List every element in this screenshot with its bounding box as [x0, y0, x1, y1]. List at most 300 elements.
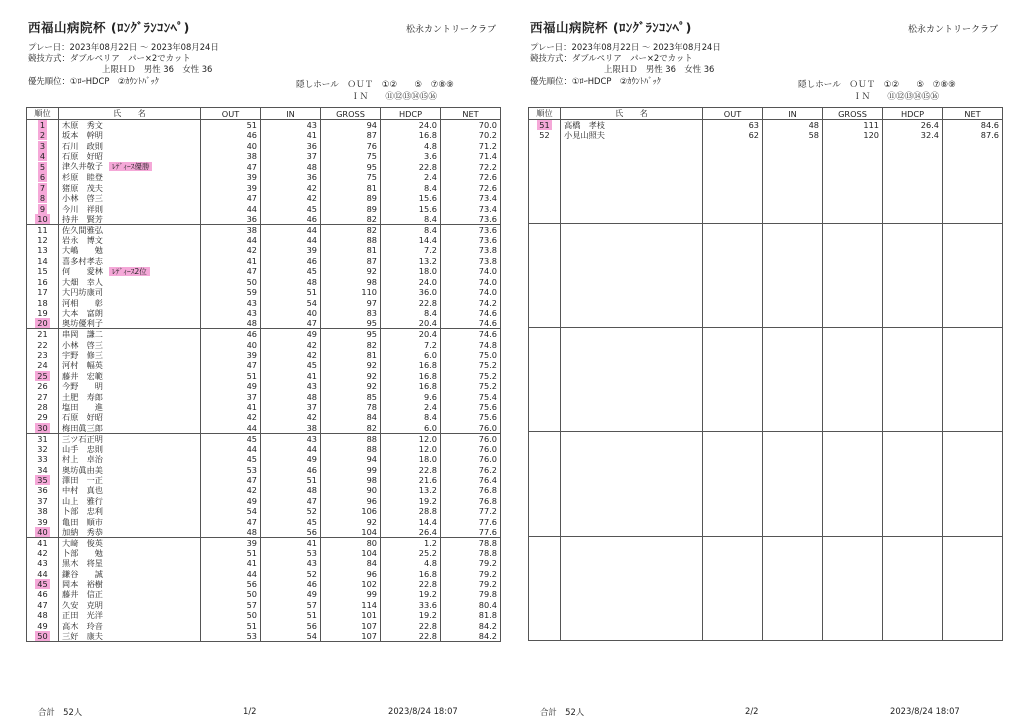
net-cell: 73.6 [441, 224, 501, 235]
empty-cell [883, 276, 943, 286]
hdcp-cell: 3.6 [381, 151, 441, 161]
net-cell: 80.4 [441, 600, 501, 610]
empty-cell [823, 432, 883, 443]
empty-cell [529, 359, 561, 369]
empty-cell [529, 463, 561, 473]
rank-cell: 11 [27, 224, 59, 235]
gross-cell: 81 [321, 183, 381, 193]
player-name-cell: 澤田 一正 [59, 475, 201, 485]
hdcp-cell: 22.8 [381, 161, 441, 172]
table-row [27, 391, 501, 401]
empty-row [529, 494, 1003, 504]
player-name-cell: 岡本 裕樹 [59, 579, 201, 589]
table-row [27, 569, 501, 579]
gross-cell: 99 [321, 464, 381, 474]
empty-cell [561, 463, 703, 473]
empty-row [529, 442, 1003, 452]
empty-cell [763, 547, 823, 557]
empty-cell [529, 161, 561, 171]
out-cell: 44 [201, 235, 261, 245]
empty-cell [529, 296, 561, 306]
table-row [27, 610, 501, 620]
out-cell: 41 [201, 558, 261, 568]
empty-cell [763, 619, 823, 629]
out-cell: 51 [201, 120, 261, 131]
table-row [27, 130, 501, 140]
empty-cell [529, 245, 561, 255]
empty-cell [823, 411, 883, 421]
results-table [528, 107, 1003, 641]
hdcp-cell: 24.0 [381, 120, 441, 131]
empty-cell [763, 526, 823, 537]
out-cell: 47 [201, 266, 261, 277]
empty-cell [943, 630, 1003, 641]
out-cell: 51 [201, 371, 261, 381]
net-cell: 76.0 [441, 454, 501, 464]
empty-row [529, 536, 1003, 547]
out-cell: 46 [201, 329, 261, 340]
empty-cell [763, 328, 823, 339]
table-row [27, 339, 501, 349]
empty-row [529, 296, 1003, 306]
in-cell: 45 [261, 516, 321, 526]
empty-cell [943, 380, 1003, 390]
empty-cell [823, 578, 883, 588]
empty-cell [703, 494, 763, 504]
out-cell: 38 [201, 151, 261, 161]
gross-cell: 101 [321, 610, 381, 620]
net-cell: 75.6 [441, 402, 501, 412]
empty-cell [529, 557, 561, 567]
gross-cell: 104 [321, 527, 381, 538]
out-header: OUT [703, 108, 763, 120]
empty-row [529, 432, 1003, 443]
player-name-cell: 正田 光洋 [59, 610, 201, 620]
table-row [27, 558, 501, 568]
empty-row [529, 192, 1003, 202]
player-name-cell: 土肥 寿郎 [59, 391, 201, 401]
rank-cell: 21 [27, 329, 59, 340]
empty-cell [763, 172, 823, 182]
empty-cell [561, 161, 703, 171]
player-name-cell: 高木 玲音 [59, 620, 201, 630]
rank-cell: 28 [27, 402, 59, 412]
empty-cell [883, 203, 943, 213]
empty-cell [703, 578, 763, 588]
player-name-cell: 津久井敬子 ﾚﾃﾞｨｰｽ優勝 [59, 161, 201, 172]
empty-cell [529, 474, 561, 484]
empty-cell [943, 609, 1003, 619]
table-row [27, 329, 501, 340]
player-name-cell: 何 愛林 ﾚﾃﾞｨｰｽ2位 [59, 266, 201, 277]
empty-cell [561, 619, 703, 629]
in-cell: 45 [261, 266, 321, 277]
empty-cell [943, 442, 1003, 452]
net-cell: 73.4 [441, 193, 501, 203]
empty-cell [561, 515, 703, 525]
name-header: 氏 名 [561, 108, 703, 120]
in-cell: 48 [261, 161, 321, 172]
hdcp-cell: 15.6 [381, 193, 441, 203]
empty-cell [943, 245, 1003, 255]
empty-cell [703, 234, 763, 244]
empty-cell [883, 411, 943, 421]
empty-cell [561, 609, 703, 619]
empty-cell [561, 359, 703, 369]
empty-cell [529, 317, 561, 328]
gross-cell: 102 [321, 579, 381, 589]
empty-cell [823, 380, 883, 390]
empty-cell [763, 442, 823, 452]
in-cell: 51 [261, 610, 321, 620]
net-cell: 74.6 [441, 329, 501, 340]
empty-cell [763, 494, 823, 504]
empty-cell [823, 598, 883, 608]
rank-cell: 39 [27, 516, 59, 526]
empty-cell [529, 536, 561, 547]
out-header: OUT [201, 108, 261, 120]
net-cell: 74.6 [441, 318, 501, 329]
hdcp-cell: 18.0 [381, 454, 441, 464]
in-cell: 41 [261, 537, 321, 548]
empty-row [529, 484, 1003, 494]
empty-cell [883, 609, 943, 619]
player-name-cell: 河相 彰 [59, 298, 201, 308]
empty-cell [763, 536, 823, 547]
gross-cell: 98 [321, 475, 381, 485]
out-cell: 49 [201, 381, 261, 391]
empty-row [529, 630, 1003, 641]
results-table [26, 107, 501, 642]
empty-cell [823, 265, 883, 275]
empty-cell [763, 421, 823, 432]
hdcp-cell: 33.6 [381, 600, 441, 610]
empty-cell [561, 265, 703, 275]
player-name-cell: 石原 好昭 [59, 151, 201, 161]
footer-print-date: 2023/8/24 18:07 [890, 706, 960, 716]
in-cell: 46 [261, 256, 321, 266]
net-cell: 75.2 [441, 381, 501, 391]
rank-cell: 36 [27, 485, 59, 495]
empty-cell [561, 328, 703, 339]
table-row [27, 496, 501, 506]
rank-cell: 42 [27, 548, 59, 558]
net-cell: 74.8 [441, 339, 501, 349]
empty-cell [703, 172, 763, 182]
empty-cell [763, 567, 823, 577]
empty-cell [703, 317, 763, 328]
empty-cell [883, 286, 943, 296]
empty-cell [943, 598, 1003, 608]
hdcp-cell: 26.4 [381, 527, 441, 538]
empty-cell [943, 578, 1003, 588]
table-row [27, 172, 501, 182]
player-name-cell: 小林 啓三 [59, 339, 201, 349]
empty-cell [703, 453, 763, 463]
empty-cell [561, 213, 703, 224]
rank-cell: 51 [529, 120, 561, 131]
table-row [27, 287, 501, 297]
out-cell: 48 [201, 527, 261, 538]
in-cell: 48 [261, 391, 321, 401]
empty-row [529, 515, 1003, 525]
empty-cell [763, 140, 823, 150]
hdcp-cell: 2.4 [381, 172, 441, 182]
empty-cell [529, 255, 561, 265]
rank-cell: 29 [27, 412, 59, 422]
empty-cell [883, 380, 943, 390]
out-cell: 47 [201, 360, 261, 370]
empty-cell [561, 432, 703, 443]
gross-cell: 75 [321, 172, 381, 182]
table-row [27, 444, 501, 454]
gross-cell: 81 [321, 350, 381, 360]
empty-cell [529, 526, 561, 537]
net-cell: 75.2 [441, 371, 501, 381]
empty-cell [763, 505, 823, 515]
empty-cell [823, 588, 883, 598]
empty-row [529, 453, 1003, 463]
gross-cell: 82 [321, 339, 381, 349]
empty-cell [703, 369, 763, 379]
empty-cell [883, 307, 943, 317]
net-cell: 74.0 [441, 277, 501, 287]
empty-cell [943, 567, 1003, 577]
empty-cell [883, 151, 943, 161]
empty-cell [763, 588, 823, 598]
table-row [27, 412, 501, 422]
in-cell: 43 [261, 558, 321, 568]
gross-cell: 87 [321, 130, 381, 140]
player-name-cell: 中村 真也 [59, 485, 201, 495]
empty-cell [763, 380, 823, 390]
hidden-holes-out: 隠しホール ＯＵＴ ①② ⑤ ⑦⑧⑨ [296, 80, 454, 90]
empty-cell [703, 432, 763, 443]
table-header-row [27, 108, 501, 120]
hdcp-cell: 12.0 [381, 444, 441, 454]
player-name-cell: 石原 好昭 [59, 412, 201, 422]
hdcp-header: HDCP [381, 108, 441, 120]
empty-cell [823, 234, 883, 244]
net-cell: 76.8 [441, 485, 501, 495]
empty-cell [529, 349, 561, 359]
table-row [27, 308, 501, 318]
empty-cell [823, 442, 883, 452]
table-row [27, 277, 501, 287]
empty-cell [529, 369, 561, 379]
in-cell: 56 [261, 527, 321, 538]
player-name-cell: 石川 政則 [59, 140, 201, 150]
results-body [27, 120, 501, 642]
table-row [27, 381, 501, 391]
empty-cell [883, 598, 943, 608]
empty-row [529, 557, 1003, 567]
empty-cell [561, 234, 703, 244]
net-cell: 76.0 [441, 444, 501, 454]
gross-header: GROSS [823, 108, 883, 120]
gross-cell: 94 [321, 454, 381, 464]
empty-cell [561, 286, 703, 296]
table-row [529, 120, 1003, 131]
empty-cell [763, 390, 823, 400]
empty-cell [703, 474, 763, 484]
empty-cell [703, 245, 763, 255]
table-row [27, 516, 501, 526]
net-cell: 78.8 [441, 537, 501, 548]
net-cell: 71.4 [441, 151, 501, 161]
empty-cell [823, 515, 883, 525]
hdcp-cell: 6.0 [381, 423, 441, 434]
results-body [529, 120, 1003, 641]
empty-cell [529, 442, 561, 452]
results-sheet-page-1 [18, 0, 508, 724]
empty-cell [943, 161, 1003, 171]
gross-cell: 114 [321, 600, 381, 610]
in-cell: 43 [261, 381, 321, 391]
empty-row [529, 421, 1003, 432]
empty-cell [883, 536, 943, 547]
player-name-cell: 藤井 宏範 [59, 371, 201, 381]
rank-cell: 26 [27, 381, 59, 391]
table-row [27, 140, 501, 150]
player-name-cell: 杉原 睦登 [59, 172, 201, 182]
in-header: IN [261, 108, 321, 120]
out-cell: 47 [201, 161, 261, 172]
table-row [27, 423, 501, 434]
in-cell: 45 [261, 360, 321, 370]
empty-cell [561, 474, 703, 484]
net-cell: 73.4 [441, 203, 501, 213]
empty-cell [703, 390, 763, 400]
net-cell: 77.2 [441, 506, 501, 516]
table-row [27, 631, 501, 642]
empty-cell [823, 505, 883, 515]
player-name-cell: 三ツ石正明 [59, 433, 201, 444]
in-cell: 51 [261, 475, 321, 485]
empty-cell [763, 432, 823, 443]
gross-cell: 82 [321, 224, 381, 235]
table-row [27, 193, 501, 203]
player-name-cell: 岩永 博文 [59, 235, 201, 245]
gross-cell: 82 [321, 423, 381, 434]
rank-cell: 31 [27, 433, 59, 444]
empty-cell [561, 182, 703, 192]
net-cell: 84.2 [441, 620, 501, 630]
out-cell: 50 [201, 277, 261, 287]
out-cell: 44 [201, 203, 261, 213]
table-row [27, 433, 501, 444]
out-cell: 39 [201, 350, 261, 360]
rank-cell: 41 [27, 537, 59, 548]
gross-cell: 106 [321, 506, 381, 516]
in-cell: 42 [261, 183, 321, 193]
player-name-cell: 小林 啓三 [59, 193, 201, 203]
empty-row [529, 151, 1003, 161]
out-cell: 50 [201, 610, 261, 620]
empty-cell [529, 609, 561, 619]
hdcp-cell: 4.8 [381, 140, 441, 150]
empty-cell [529, 547, 561, 557]
footer-total: 合計 52人 [540, 707, 585, 717]
empty-row [529, 567, 1003, 577]
out-cell: 41 [201, 402, 261, 412]
empty-row [529, 390, 1003, 400]
player-name-cell: 山上 雅行 [59, 496, 201, 506]
empty-cell [763, 286, 823, 296]
empty-row [529, 224, 1003, 235]
table-row [27, 151, 501, 161]
play-date: プレー日：2023年08月22日 ～ 2023年08月24日 [28, 42, 219, 52]
empty-cell [763, 265, 823, 275]
empty-cell [823, 463, 883, 473]
empty-cell [561, 140, 703, 150]
empty-cell [943, 505, 1003, 515]
out-cell: 44 [201, 444, 261, 454]
empty-cell [703, 328, 763, 339]
empty-cell [529, 224, 561, 235]
empty-cell [763, 369, 823, 379]
empty-cell [883, 224, 943, 235]
hidden-holes-in: ＩＮ ⑪⑫⑬⑭⑮⑯ [853, 92, 939, 102]
out-cell: 42 [201, 412, 261, 422]
player-name-cell: 卜部 忠利 [59, 506, 201, 516]
out-cell: 54 [201, 506, 261, 516]
empty-cell [943, 265, 1003, 275]
empty-cell [763, 213, 823, 224]
empty-cell [763, 192, 823, 202]
table-row [27, 537, 501, 548]
rank-cell: 1 [27, 120, 59, 131]
empty-cell [703, 411, 763, 421]
empty-cell [561, 172, 703, 182]
out-cell: 43 [201, 308, 261, 318]
in-cell: 41 [261, 371, 321, 381]
player-name-cell: 村上 卓治 [59, 454, 201, 464]
empty-cell [883, 463, 943, 473]
empty-cell [823, 567, 883, 577]
empty-cell [529, 380, 561, 390]
empty-cell [943, 140, 1003, 150]
empty-cell [823, 484, 883, 494]
in-cell: 39 [261, 245, 321, 255]
empty-cell [943, 453, 1003, 463]
empty-cell [529, 265, 561, 275]
player-name-cell: 持井 賢芳 [59, 214, 201, 225]
empty-cell [529, 432, 561, 443]
empty-cell [703, 609, 763, 619]
empty-cell [703, 598, 763, 608]
empty-cell [529, 567, 561, 577]
empty-row [529, 349, 1003, 359]
in-cell: 54 [261, 631, 321, 642]
gross-cell: 107 [321, 631, 381, 642]
empty-cell [823, 151, 883, 161]
hdcp-cell: 25.2 [381, 548, 441, 558]
rank-cell: 47 [27, 600, 59, 610]
empty-cell [943, 411, 1003, 421]
rank-cell: 43 [27, 558, 59, 568]
empty-row [529, 380, 1003, 390]
hdcp-cell: 22.8 [381, 579, 441, 589]
net-cell: 74.2 [441, 298, 501, 308]
player-name-cell: 佐久間雅弘 [59, 224, 201, 235]
empty-cell [823, 390, 883, 400]
club-name: 松永カントリークラブ [405, 25, 496, 35]
in-cell: 47 [261, 496, 321, 506]
player-name-cell: 三好 康夫 [59, 631, 201, 642]
empty-cell [883, 432, 943, 443]
gross-cell: 89 [321, 203, 381, 213]
